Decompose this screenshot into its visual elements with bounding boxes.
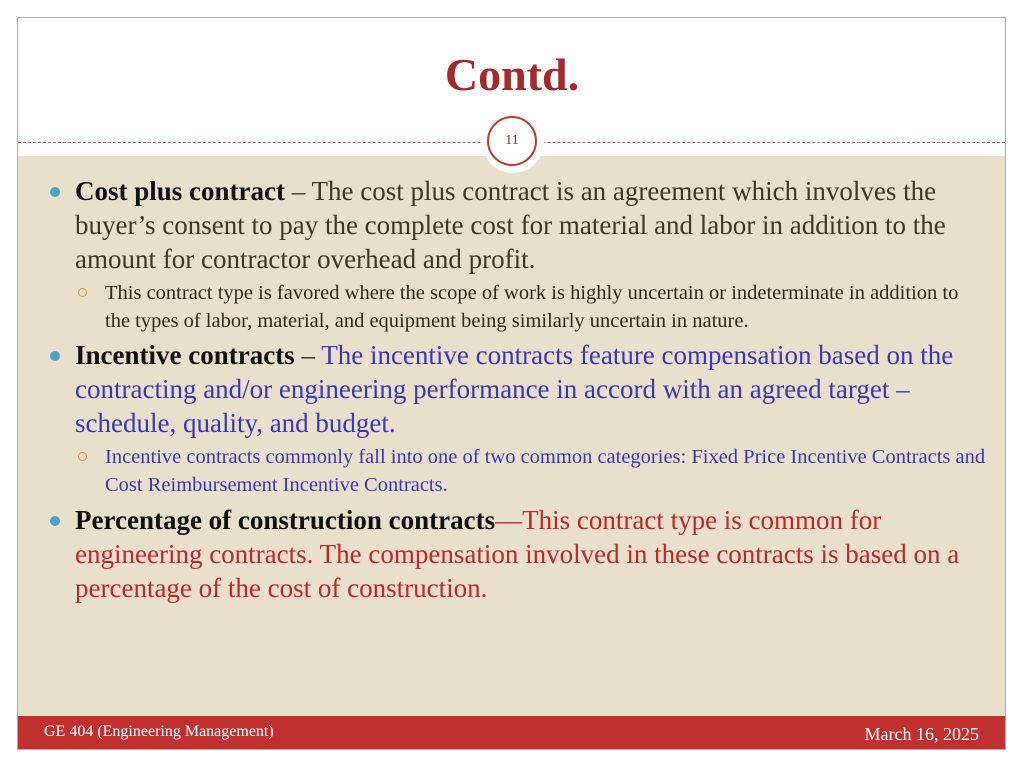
bullet-term: Percentage of construction contracts <box>75 505 496 535</box>
bullet-marker-icon <box>50 351 60 361</box>
footer-course: GE 404 (Engineering Management) <box>44 723 274 740</box>
bullet-text: This contract type is common for engineering contracts. The compensation involved in these contracts is based on a percentage of the cost of construction. <box>75 505 960 603</box>
bullet-marker-icon <box>50 516 60 526</box>
sub-bullet-ring-icon <box>78 452 87 461</box>
slide-title: Contd. <box>444 49 580 100</box>
footer-date: March 16, 2025 <box>864 724 979 744</box>
bullet-percentage-construction <box>46 503 986 605</box>
bullet-cost-plus-contract <box>46 174 986 276</box>
bullet-text: The cost plus contract is an agreement which involves the buyer’s consent to pay the complete cost for material and labor in addition to the amount for contractor overhead and profit. <box>75 176 946 274</box>
sub-bullet-ring-icon <box>78 288 87 297</box>
bullet-separator: — <box>495 505 523 535</box>
bullet-text: The incentive contracts feature compensation based on the contracting and/or engineering performance in accord with an agreed target – schedule, quality, and budget. <box>75 340 954 438</box>
page-number-badge <box>487 116 537 166</box>
bullet-term: Cost plus contract <box>75 176 285 206</box>
bullet-marker-icon <box>50 187 60 197</box>
bullet-incentive-contracts <box>46 338 986 440</box>
bullet-separator: – <box>294 340 322 370</box>
sub-bullet-text: This contract type is favored where the scope of work is highly uncertain or indeterminate in addition to the types of labor, material, and equipment being similarly uncertain in nature. <box>105 282 959 332</box>
bullet-separator: – <box>285 176 312 206</box>
bullet-term: Incentive contracts <box>75 340 295 370</box>
slide-body <box>46 174 986 605</box>
page-number: 11 <box>505 133 519 148</box>
sub-bullet-incentive <box>46 443 986 499</box>
sub-bullet-cost-plus <box>46 279 986 335</box>
sub-bullet-text: Incentive contracts commonly fall into one of two common categories: Fixed Price Incentive Contracts and Cost Reimbursement Incentive Contracts. <box>105 446 986 496</box>
